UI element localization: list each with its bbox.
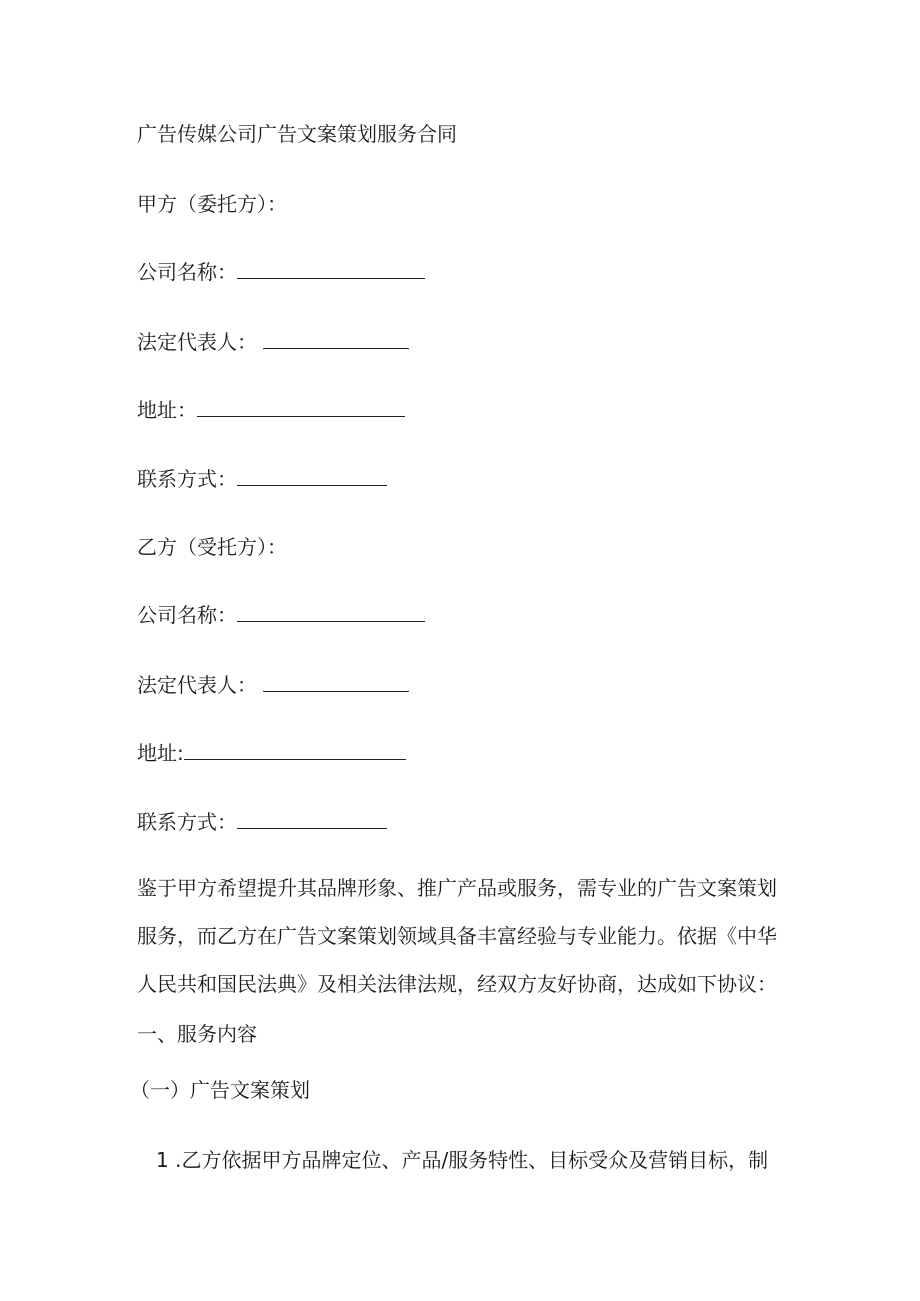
party-b-contact-blank[interactable] bbox=[237, 808, 387, 829]
party-b-address-blank[interactable] bbox=[184, 739, 406, 760]
party-a-contact-blank[interactable] bbox=[237, 465, 387, 486]
clause-text: 1 .乙方依据甲方品牌定位、产品/服务特性、目标受众及营销目标，制 bbox=[156, 1148, 769, 1172]
section-heading: 一、服务内容 bbox=[137, 1022, 257, 1046]
subsection-heading: （一）广告文案策划 bbox=[130, 1078, 310, 1102]
preamble-line: 人民共和国民法典》及相关法律法规，经双方友好协商，达成如下协议： bbox=[137, 972, 777, 996]
party-b-company-row bbox=[137, 601, 425, 629]
party-b-contact-label: 联系方式： bbox=[137, 810, 237, 834]
party-a-contact-row bbox=[137, 465, 387, 493]
party-a-address-blank[interactable] bbox=[197, 396, 405, 417]
party-b-rep-row bbox=[137, 671, 409, 699]
party-a-contact-label: 联系方式： bbox=[137, 467, 237, 491]
party-b-address-row bbox=[137, 739, 406, 767]
party-a-rep-label: 法定代表人： bbox=[137, 330, 257, 354]
party-a-address-row bbox=[137, 396, 405, 424]
party-a-rep-blank[interactable] bbox=[263, 328, 409, 349]
preamble-paragraph bbox=[137, 864, 787, 1008]
party-b-rep-label: 法定代表人： bbox=[137, 673, 257, 697]
party-b-rep-blank[interactable] bbox=[263, 671, 409, 692]
party-b-contact-row bbox=[137, 808, 387, 836]
party-a-heading: 甲方（委托方）： bbox=[137, 192, 287, 216]
party-b-company-blank[interactable] bbox=[237, 601, 425, 622]
preamble-line: 服务，而乙方在广告文案策划领域具备丰富经验与专业能力。依据《中华 bbox=[137, 924, 777, 948]
party-b-address-label: 地址: bbox=[137, 741, 184, 765]
party-a-company-blank[interactable] bbox=[237, 258, 425, 279]
party-a-company-row bbox=[137, 258, 425, 286]
preamble-line: 鉴于甲方希望提升其品牌形象、推广产品或服务，需专业的广告文案策划 bbox=[137, 876, 777, 900]
contract-title: 广告传媒公司广告文案策划服务合同 bbox=[137, 122, 457, 146]
party-a-address-label: 地址： bbox=[137, 398, 197, 422]
party-a-rep-row bbox=[137, 328, 409, 356]
party-b-heading: 乙方（受托方）： bbox=[137, 535, 287, 559]
party-b-company-label: 公司名称： bbox=[137, 603, 237, 627]
party-a-company-label: 公司名称： bbox=[137, 260, 237, 284]
